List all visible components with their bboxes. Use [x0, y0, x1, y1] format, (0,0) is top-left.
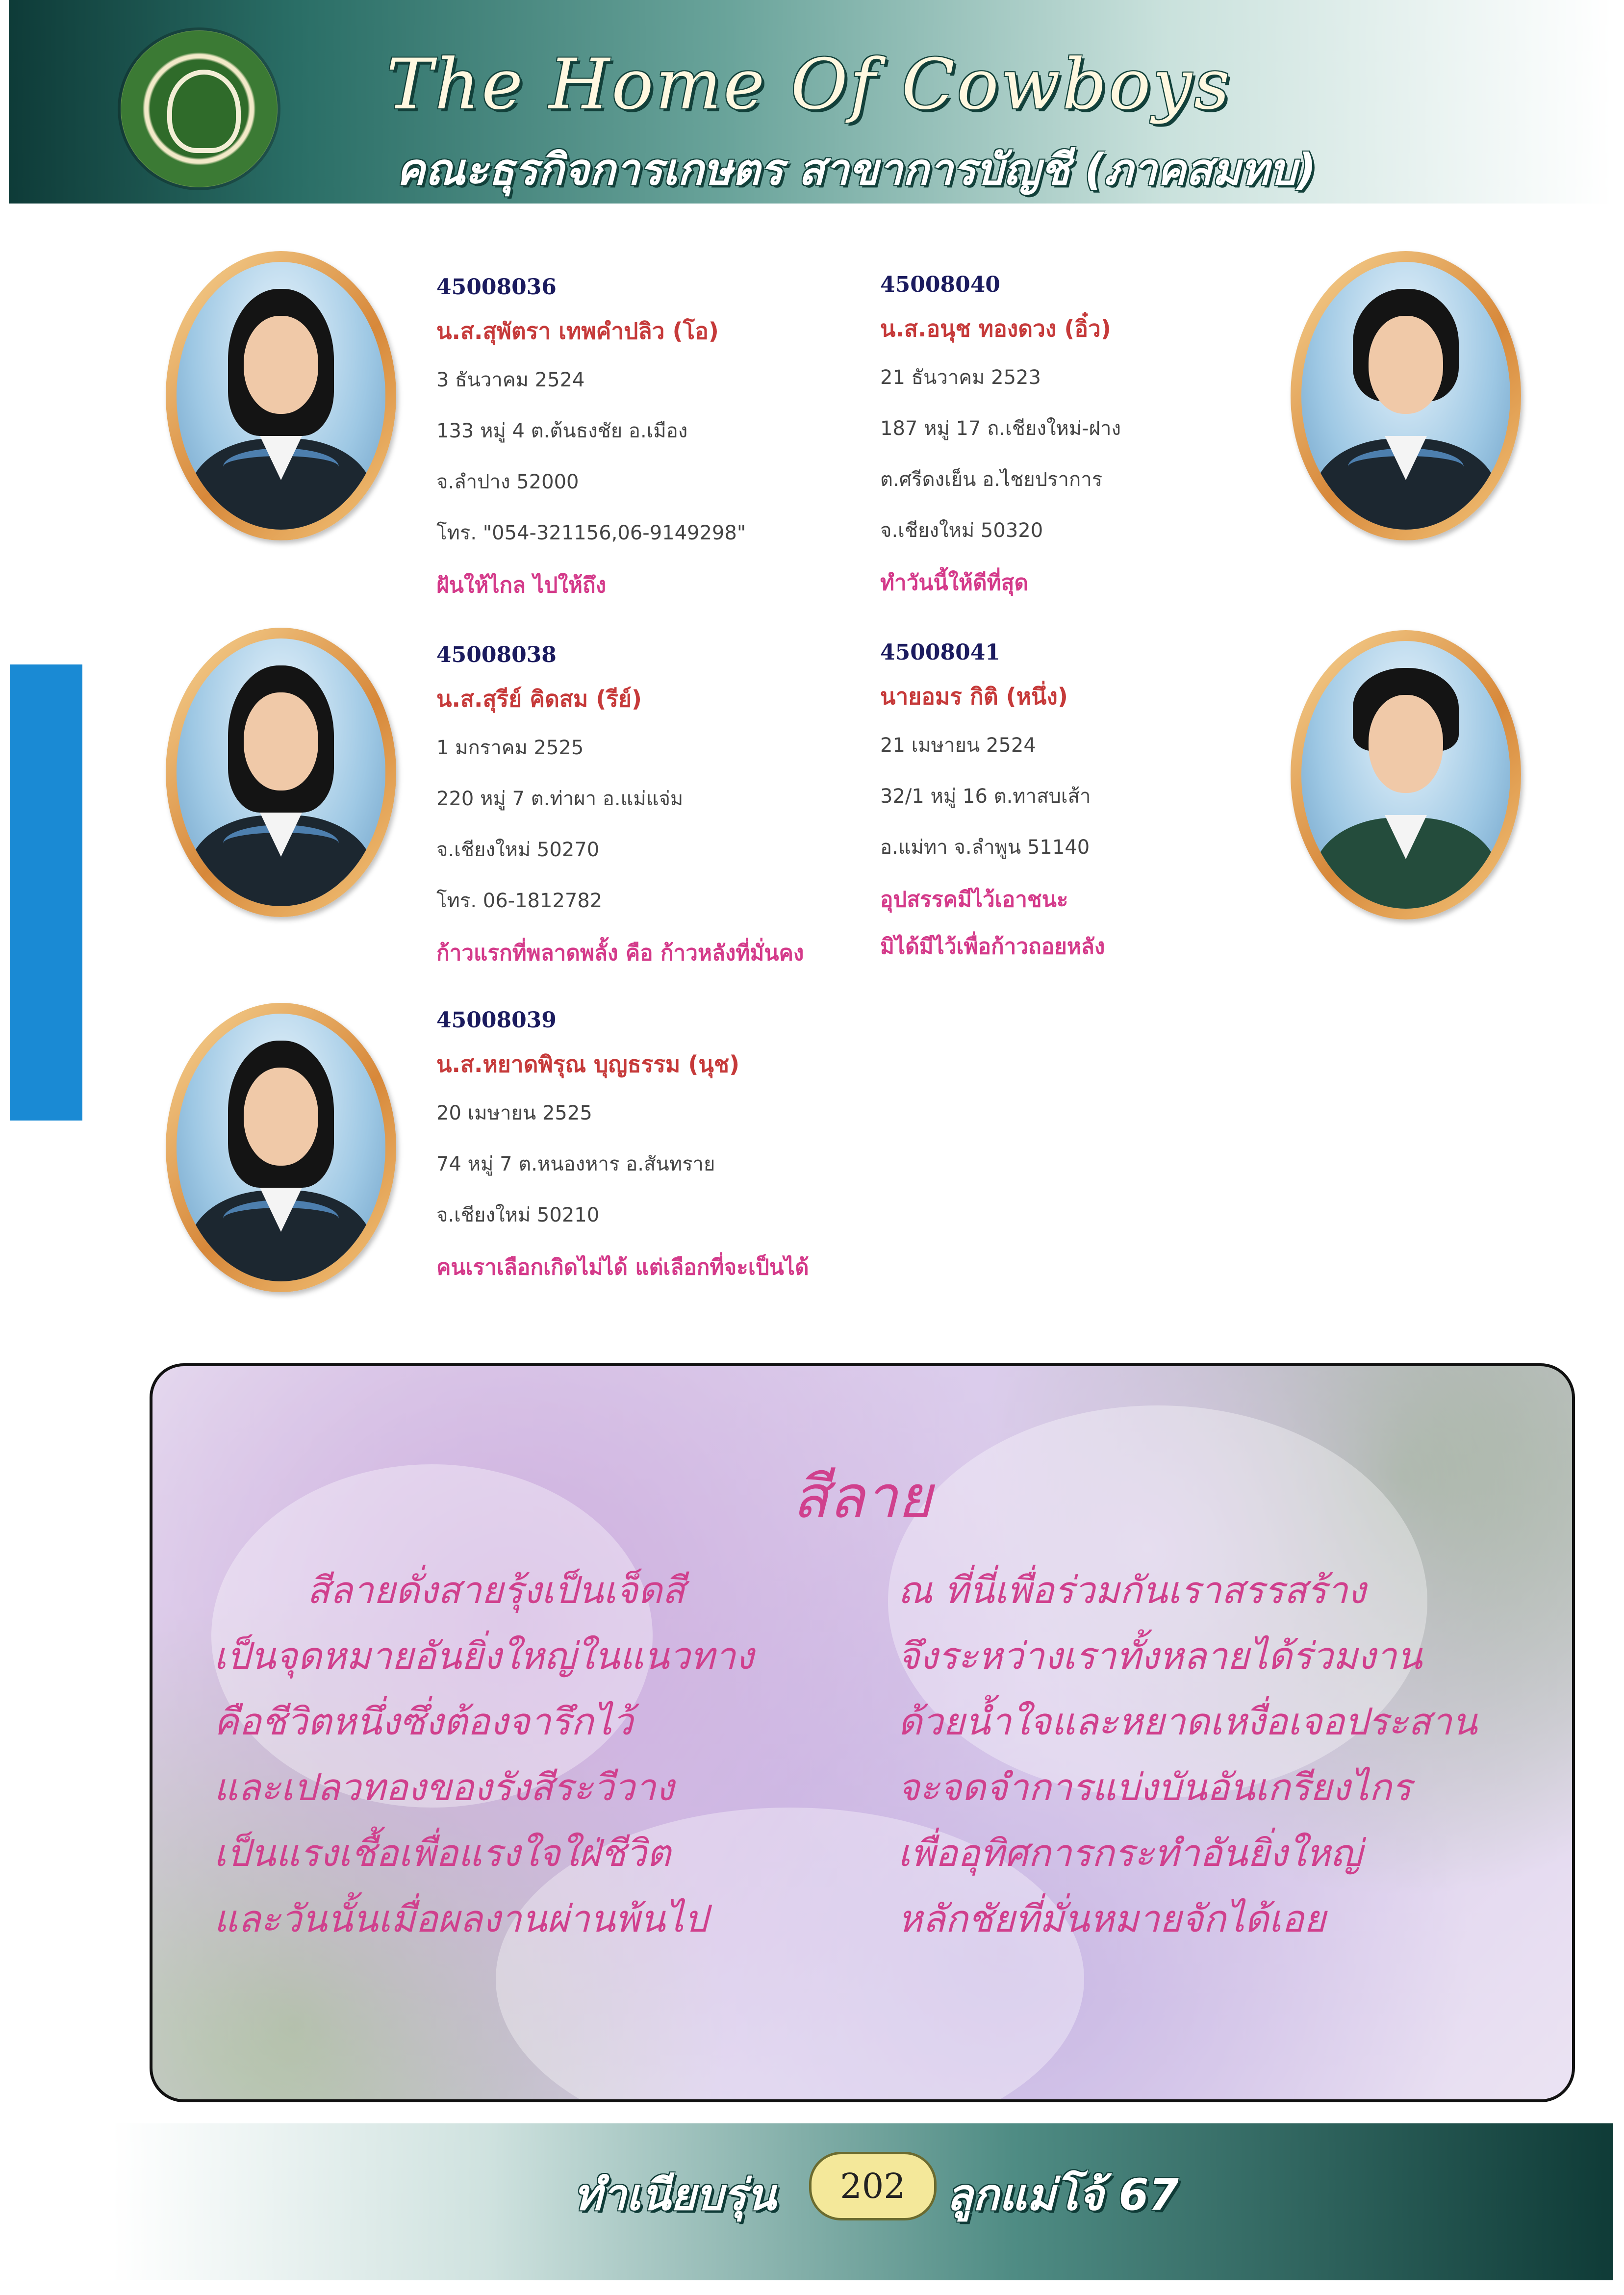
page-number: 202	[809, 2152, 937, 2220]
poem-line: จึงระหว่างเราทั้งหลายได้ร่วมงาน	[898, 1634, 1422, 1678]
student-entry	[436, 642, 804, 983]
poem-line: หลักชัยที่มั่นหมายจักได้เอย	[898, 1897, 1326, 1940]
footer-yearbook-label: ทำเนียบรุ่น	[574, 2169, 776, 2220]
poem-line: คือชีวิตหนึ่งซึ่งต้องจารึกไว้	[214, 1700, 633, 1743]
student-motto: ก้าวแรกที่พลาดพลั้ง คือ ก้าวหลังที่มั่นคง	[436, 941, 804, 966]
poem-line: จะจดจำการแบ่งบันอันเกรียงไกร	[898, 1765, 1412, 1809]
poem-line: เพื่ออุทิศการกระทำอันยิ่งใหญ่	[898, 1831, 1362, 1875]
student-motto: ทำวันนี้ให้ดีที่สุด	[880, 570, 1029, 595]
page-footer	[113, 2123, 1613, 2280]
student-phone: โทร. "054-321156,06-9149298"	[436, 522, 746, 544]
student-phone: โทร. 06-1812782	[436, 890, 603, 912]
student-photo	[166, 1003, 396, 1292]
student-id: 45008040	[880, 272, 1000, 297]
poem-column-right	[898, 1557, 1477, 1952]
poem-line: ด้วยน้ำใจและหยาดเหงื่อเจอประสาน	[898, 1700, 1477, 1743]
student-address: จ.เชียงใหม่ 50270	[436, 839, 600, 861]
student-photo	[1291, 251, 1521, 540]
poem-line: และเปลวทองของรังสีระวีวาง	[214, 1765, 674, 1809]
poem-line: เป็นจุดหมายอันยิ่งใหญ่ในแนวทาง	[214, 1634, 754, 1678]
student-address: ต.ศรีดงเย็น อ.ไชยปราการ	[880, 468, 1103, 491]
student-name: น.ส.หยาดพิรุณ บุญธรรม (นุช)	[436, 1051, 740, 1077]
student-birthdate: 21 เมษายน 2524	[880, 734, 1036, 757]
side-accent-bar	[10, 664, 82, 1121]
student-photo	[166, 251, 396, 540]
student-address: จ.เชียงใหม่ 50320	[880, 519, 1043, 542]
student-motto: อุปสรรคมีไว้เอาชนะ	[880, 887, 1068, 912]
poem-title: สีลาย	[792, 1463, 932, 1531]
student-address: จ.เชียงใหม่ 50210	[436, 1204, 600, 1226]
student-entry	[436, 1008, 809, 1297]
student-name: น.ส.สุพัตรา เทพคำปลิว (โอ)	[436, 318, 719, 344]
student-entry	[880, 640, 1105, 976]
student-address: 220 หมู่ 7 ต.ท่าผา อ.แม่แจ่ม	[436, 788, 684, 810]
student-motto: มิได้มีไว้เพื่อก้าวถอยหลัง	[880, 934, 1105, 959]
page-header	[9, 0, 1612, 204]
student-entry	[880, 272, 1121, 612]
seal-emblem-icon	[167, 70, 241, 153]
student-birthdate: 21 ธันวาคม 2523	[880, 366, 1041, 389]
student-id: 45008041	[880, 640, 1000, 665]
student-id: 45008038	[436, 642, 557, 667]
student-motto: ฝันให้ไกล ไปให้ถึง	[436, 573, 607, 598]
student-birthdate: 1 มกราคม 2525	[436, 737, 584, 759]
student-birthdate: 20 เมษายน 2525	[436, 1102, 592, 1124]
footer-class-label: ลูกแม่โจ้ 67	[946, 2169, 1179, 2220]
student-address: 32/1 หมู่ 16 ต.ทาสบเส้า	[880, 785, 1091, 808]
student-name: น.ส.อนุช ทองดวง (อิ๋ว)	[880, 315, 1111, 342]
student-address: 74 หมู่ 7 ต.หนองหาร อ.สันทราย	[436, 1153, 715, 1175]
poem-line: ณ ที่นี่เพื่อร่วมกันเราสรรสร้าง	[898, 1568, 1366, 1612]
poem-line: สีลายดั่งสายรุ้งเป็นเจ็ดสี	[307, 1568, 685, 1612]
poem-column-left	[214, 1557, 754, 1952]
header-subtitle: คณะธุรกิจการเกษตร สาขาการบัญชี (ภาคสมทบ)	[396, 144, 1317, 195]
student-id: 45008039	[436, 1008, 557, 1033]
student-address: 133 หมู่ 4 ต.ต้นธงชัย อ.เมือง	[436, 420, 688, 442]
student-address: 187 หมู่ 17 ถ.เชียงใหม่-ฝาง	[880, 417, 1121, 440]
student-address: จ.ลำปาง 52000	[436, 471, 579, 493]
student-photo	[166, 628, 396, 917]
header-title: The Home Of Cowboys	[386, 44, 1232, 125]
student-motto: คนเราเลือกเกิดไม่ได้ แต่เลือกที่จะเป็นได้	[436, 1255, 809, 1280]
poem-panel	[150, 1363, 1575, 2102]
student-birthdate: 3 ธันวาคม 2524	[436, 369, 585, 391]
poem-line: เป็นแรงเชื้อเพื่อแรงใจใฝ่ชีวิต	[214, 1831, 671, 1875]
student-id: 45008036	[436, 275, 557, 300]
student-entry	[436, 275, 746, 615]
student-photo	[1291, 630, 1521, 919]
university-seal-logo	[121, 30, 278, 187]
poem-line: และวันนั้นเมื่อผลงานผ่านพ้นไป	[214, 1897, 708, 1940]
student-name: น.ส.สุรีย์ คิดสม (รีย์)	[436, 686, 642, 712]
student-name: นายอมร กิติ (หนึ่ง)	[880, 683, 1068, 710]
student-address: อ.แม่ทา จ.ลำพูน 51140	[880, 836, 1090, 859]
